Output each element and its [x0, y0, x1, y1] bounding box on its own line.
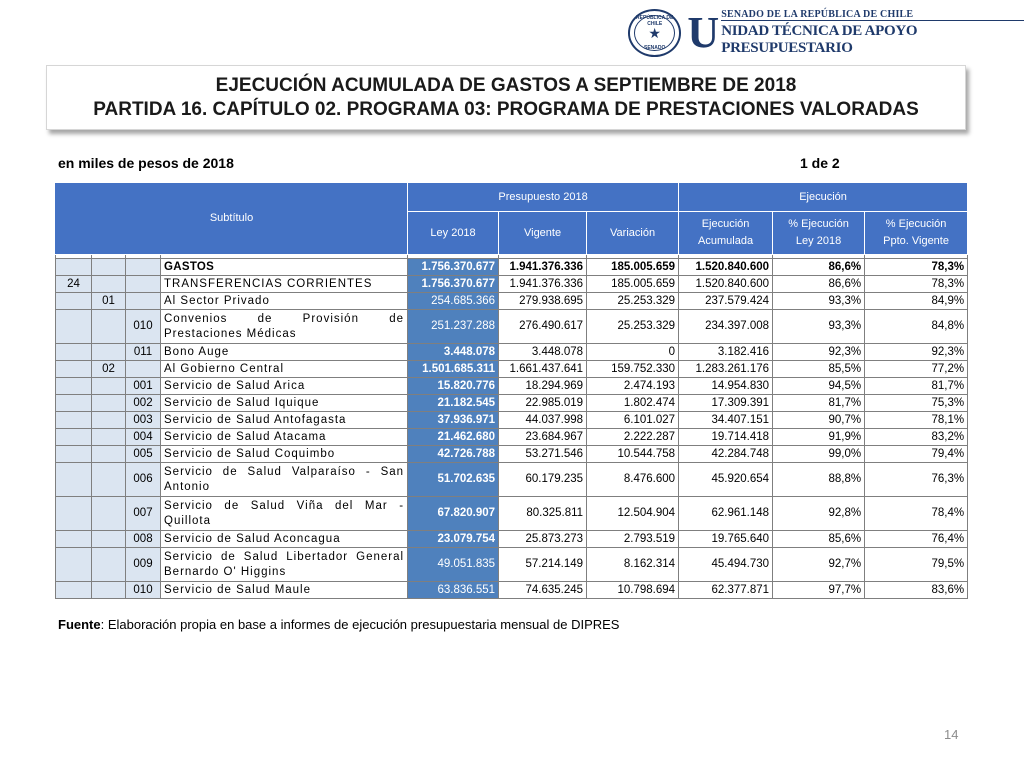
seal-bottom-text: SENADO [644, 45, 666, 51]
cell-c3 [126, 276, 161, 293]
cell-pct-vig: 81,7% [865, 378, 968, 395]
cell-pct-ley: 88,8% [773, 463, 865, 497]
cell-variacion: 6.101.027 [587, 412, 679, 429]
cell-c1: 24 [56, 276, 92, 293]
header-ejec-acumulada-l1: Ejecución [701, 218, 750, 230]
cell-variacion: 12.504.904 [587, 497, 679, 531]
header-variacion: Variación [587, 212, 679, 255]
cell-pct-vig: 79,5% [865, 548, 968, 582]
cell-pct-ley: 90,7% [773, 412, 865, 429]
cell-c3 [126, 259, 161, 276]
cell-ley: 63.836.551 [408, 582, 499, 599]
table-row [56, 276, 968, 293]
table-row [56, 446, 968, 463]
cell-ley: 251.237.288 [408, 310, 499, 344]
cell-vigente: 25.873.273 [499, 531, 587, 548]
cell-ejec: 1.283.261.176 [679, 361, 773, 378]
cell-desc: Servicio de Salud Valparaíso - San Antonio [161, 463, 408, 497]
cell-ley: 21.462.680 [408, 429, 499, 446]
cell-pct-vig: 78,4% [865, 497, 968, 531]
cell-c3 [126, 361, 161, 378]
cell-desc: Servicio de Salud Aconcagua [161, 531, 408, 548]
senate-logo [628, 8, 1024, 58]
cell-pct-vig: 83,2% [865, 429, 968, 446]
budget-table [55, 182, 968, 599]
cell-ley: 1.756.370.677 [408, 276, 499, 293]
cell-pct-vig: 84,8% [865, 310, 968, 344]
cell-ley: 49.051.835 [408, 548, 499, 582]
header-ley: Ley 2018 [408, 212, 499, 255]
cell-pct-ley: 92,3% [773, 344, 865, 361]
cell-pct-vig: 92,3% [865, 344, 968, 361]
cell-ley: 23.079.754 [408, 531, 499, 548]
cell-vigente: 1.941.376.336 [499, 259, 587, 276]
cell-pct-ley: 93,3% [773, 310, 865, 344]
cell-desc: Bono Auge [161, 344, 408, 361]
cell-ley: 67.820.907 [408, 497, 499, 531]
cell-pct-vig: 75,3% [865, 395, 968, 412]
cell-variacion: 2.474.193 [587, 378, 679, 395]
table-row [56, 259, 968, 276]
cell-vigente: 1.661.437.641 [499, 361, 587, 378]
header-ejec-acumulada [679, 212, 773, 255]
cell-desc: Servicio de Salud Iquique [161, 395, 408, 412]
cell-c2 [92, 463, 126, 497]
header-pct-ley-l1: % Ejecución [788, 218, 849, 230]
unit-label: en miles de pesos de 2018 [58, 155, 234, 171]
table-row [56, 548, 968, 582]
cell-ley: 1.756.370.677 [408, 259, 499, 276]
cell-c3: 002 [126, 395, 161, 412]
source-text: : Elaboración propia en base a informes de ejecución presupuestaria mensual de DIPRES [100, 617, 620, 632]
header-row-1 [56, 183, 968, 212]
cell-c1 [56, 259, 92, 276]
cell-ley: 254.685.366 [408, 293, 499, 310]
cell-c2 [92, 497, 126, 531]
cell-c1 [56, 310, 92, 344]
cell-c3: 009 [126, 548, 161, 582]
header-ejec-acumulada-l2: Acumulada [698, 235, 754, 247]
cell-desc: Al Sector Privado [161, 293, 408, 310]
cell-desc: TRANSFERENCIAS CORRIENTES [161, 276, 408, 293]
cell-variacion: 185.005.659 [587, 259, 679, 276]
cell-variacion: 2.793.519 [587, 531, 679, 548]
logo-initial: U [687, 8, 720, 57]
cell-pct-vig: 78,1% [865, 412, 968, 429]
cell-c3: 010 [126, 310, 161, 344]
header-subtitulo: Subtítulo [56, 183, 408, 255]
cell-desc: GASTOS [161, 259, 408, 276]
table-row [56, 344, 968, 361]
cell-c1 [56, 429, 92, 446]
cell-c3: 010 [126, 582, 161, 599]
cell-ley: 3.448.078 [408, 344, 499, 361]
cell-ejec: 3.182.416 [679, 344, 773, 361]
cell-variacion: 25.253.329 [587, 310, 679, 344]
cell-c2 [92, 531, 126, 548]
cell-c3: 006 [126, 463, 161, 497]
cell-c1 [56, 361, 92, 378]
cell-vigente: 276.490.617 [499, 310, 587, 344]
cell-ley: 21.182.545 [408, 395, 499, 412]
cell-ejec: 34.407.151 [679, 412, 773, 429]
cell-pct-vig: 76,4% [865, 531, 968, 548]
cell-c2 [92, 582, 126, 599]
cell-vigente: 80.325.811 [499, 497, 587, 531]
cell-pct-vig: 84,9% [865, 293, 968, 310]
cell-vigente: 53.271.546 [499, 446, 587, 463]
cell-ejec: 17.309.391 [679, 395, 773, 412]
cell-pct-vig: 76,3% [865, 463, 968, 497]
seal-top-text: REPÚBLICA DE CHILE [636, 15, 674, 27]
table-row [56, 582, 968, 599]
cell-variacion: 2.222.287 [587, 429, 679, 446]
source-note [58, 617, 619, 632]
cell-pct-vig: 77,2% [865, 361, 968, 378]
cell-variacion: 1.802.474 [587, 395, 679, 412]
table-row [56, 361, 968, 378]
title-box [46, 65, 966, 130]
cell-pct-ley: 92,7% [773, 548, 865, 582]
cell-ejec: 1.520.840.600 [679, 276, 773, 293]
cell-desc: Servicio de Salud Maule [161, 582, 408, 599]
table-row [56, 429, 968, 446]
cell-desc: Al Gobierno Central [161, 361, 408, 378]
header-pct-vigente-l2: Ppto. Vigente [883, 235, 949, 247]
cell-c2 [92, 344, 126, 361]
cell-ley: 15.820.776 [408, 378, 499, 395]
header-vigente: Vigente [499, 212, 587, 255]
cell-c2 [92, 395, 126, 412]
cell-desc: Servicio de Salud Viña del Mar - Quillota [161, 497, 408, 531]
logo-text [721, 9, 1024, 57]
cell-vigente: 3.448.078 [499, 344, 587, 361]
cell-c3: 011 [126, 344, 161, 361]
cell-ejec: 1.520.840.600 [679, 259, 773, 276]
table-row [56, 412, 968, 429]
cell-pct-ley: 94,5% [773, 378, 865, 395]
cell-c1 [56, 395, 92, 412]
cell-pct-ley: 97,7% [773, 582, 865, 599]
cell-ejec: 14.954.830 [679, 378, 773, 395]
header-pct-ley-l2: Ley 2018 [795, 235, 842, 247]
cell-desc: Servicio de Salud Coquimbo [161, 446, 408, 463]
title-line-2: PARTIDA 16. CAPÍTULO 02. PROGRAMA 03: PROGRAMA DE PRESTACIONES VALORADAS [93, 98, 919, 120]
cell-c2 [92, 378, 126, 395]
cell-c2 [92, 412, 126, 429]
table-row [56, 293, 968, 310]
cell-c3: 005 [126, 446, 161, 463]
cell-ejec: 45.494.730 [679, 548, 773, 582]
source-label: Fuente [58, 617, 101, 632]
cell-c2 [92, 310, 126, 344]
table-row [56, 310, 968, 344]
cell-c2: 01 [92, 293, 126, 310]
senate-seal-icon [628, 9, 681, 57]
cell-pct-vig: 78,3% [865, 276, 968, 293]
logo-line-2: NIDAD TÉCNICA DE APOYO PRESUPUESTARIO [721, 20, 1024, 57]
cell-pct-ley: 86,6% [773, 276, 865, 293]
cell-vigente: 44.037.998 [499, 412, 587, 429]
cell-desc: Servicio de Salud Libertador General Bernardo O' Higgins [161, 548, 408, 582]
cell-ejec: 62.377.871 [679, 582, 773, 599]
cell-desc: Servicio de Salud Arica [161, 378, 408, 395]
header-presupuesto: Presupuesto 2018 [408, 183, 679, 212]
cell-c1 [56, 531, 92, 548]
cell-c1 [56, 378, 92, 395]
cell-ley: 37.936.971 [408, 412, 499, 429]
page-number: 14 [944, 727, 959, 742]
cell-pct-ley: 81,7% [773, 395, 865, 412]
cell-pct-vig: 79,4% [865, 446, 968, 463]
cell-pct-ley: 99,0% [773, 446, 865, 463]
cell-variacion: 159.752.330 [587, 361, 679, 378]
cell-c2: 02 [92, 361, 126, 378]
table-row [56, 463, 968, 497]
table-row [56, 497, 968, 531]
cell-vigente: 1.941.376.336 [499, 276, 587, 293]
cell-pct-ley: 86,6% [773, 259, 865, 276]
cell-vigente: 60.179.235 [499, 463, 587, 497]
cell-c3 [126, 293, 161, 310]
cell-c3: 003 [126, 412, 161, 429]
cell-pct-vig: 78,3% [865, 259, 968, 276]
cell-c2 [92, 446, 126, 463]
header-pct-ley [773, 212, 865, 255]
cell-ejec: 45.920.654 [679, 463, 773, 497]
cell-c1 [56, 497, 92, 531]
cell-vigente: 23.684.967 [499, 429, 587, 446]
cell-c3: 004 [126, 429, 161, 446]
cell-vigente: 57.214.149 [499, 548, 587, 582]
cell-ejec: 19.714.418 [679, 429, 773, 446]
cell-c3: 008 [126, 531, 161, 548]
header-ejecucion: Ejecución [679, 183, 968, 212]
table-row [56, 378, 968, 395]
cell-vigente: 18.294.969 [499, 378, 587, 395]
cell-c3: 007 [126, 497, 161, 531]
cell-c1 [56, 412, 92, 429]
cell-ley: 1.501.685.311 [408, 361, 499, 378]
cell-pct-ley: 93,3% [773, 293, 865, 310]
cell-variacion: 8.476.600 [587, 463, 679, 497]
cell-c3: 001 [126, 378, 161, 395]
cell-pct-vig: 83,6% [865, 582, 968, 599]
header-pct-vigente [865, 212, 968, 255]
cell-ejec: 62.961.148 [679, 497, 773, 531]
table-row [56, 531, 968, 548]
cell-ley: 42.726.788 [408, 446, 499, 463]
table-row [56, 395, 968, 412]
cell-c1 [56, 344, 92, 361]
cell-ejec: 19.765.640 [679, 531, 773, 548]
cell-variacion: 10.544.758 [587, 446, 679, 463]
logo-line-1: SENADO DE LA REPÚBLICA DE CHILE [721, 9, 914, 20]
cell-variacion: 10.798.694 [587, 582, 679, 599]
cell-ejec: 42.284.748 [679, 446, 773, 463]
cell-desc: Servicio de Salud Atacama [161, 429, 408, 446]
cell-vigente: 279.938.695 [499, 293, 587, 310]
cell-c2 [92, 548, 126, 582]
cell-c1 [56, 446, 92, 463]
cell-variacion: 0 [587, 344, 679, 361]
cell-ley: 51.702.635 [408, 463, 499, 497]
cell-c1 [56, 293, 92, 310]
cell-c1 [56, 548, 92, 582]
cell-pct-ley: 91,9% [773, 429, 865, 446]
cell-c2 [92, 259, 126, 276]
star-icon: ★ [648, 25, 661, 41]
title-line-1: EJECUCIÓN ACUMULADA DE GASTOS A SEPTIEMBRE DE 2018 [215, 74, 797, 96]
cell-vigente: 22.985.019 [499, 395, 587, 412]
cell-variacion: 8.162.314 [587, 548, 679, 582]
cell-variacion: 25.253.329 [587, 293, 679, 310]
cell-pct-ley: 92,8% [773, 497, 865, 531]
cell-c1 [56, 582, 92, 599]
cell-c2 [92, 429, 126, 446]
cell-c2 [92, 276, 126, 293]
cell-ejec: 234.397.008 [679, 310, 773, 344]
cell-desc: Convenios de Provisión de Prestaciones Médicas [161, 310, 408, 344]
page-indicator: 1 de 2 [800, 155, 840, 171]
cell-pct-ley: 85,5% [773, 361, 865, 378]
cell-desc: Servicio de Salud Antofagasta [161, 412, 408, 429]
cell-pct-ley: 85,6% [773, 531, 865, 548]
cell-c1 [56, 463, 92, 497]
cell-variacion: 185.005.659 [587, 276, 679, 293]
header-pct-vigente-l1: % Ejecución [885, 218, 947, 230]
cell-vigente: 74.635.245 [499, 582, 587, 599]
cell-ejec: 237.579.424 [679, 293, 773, 310]
